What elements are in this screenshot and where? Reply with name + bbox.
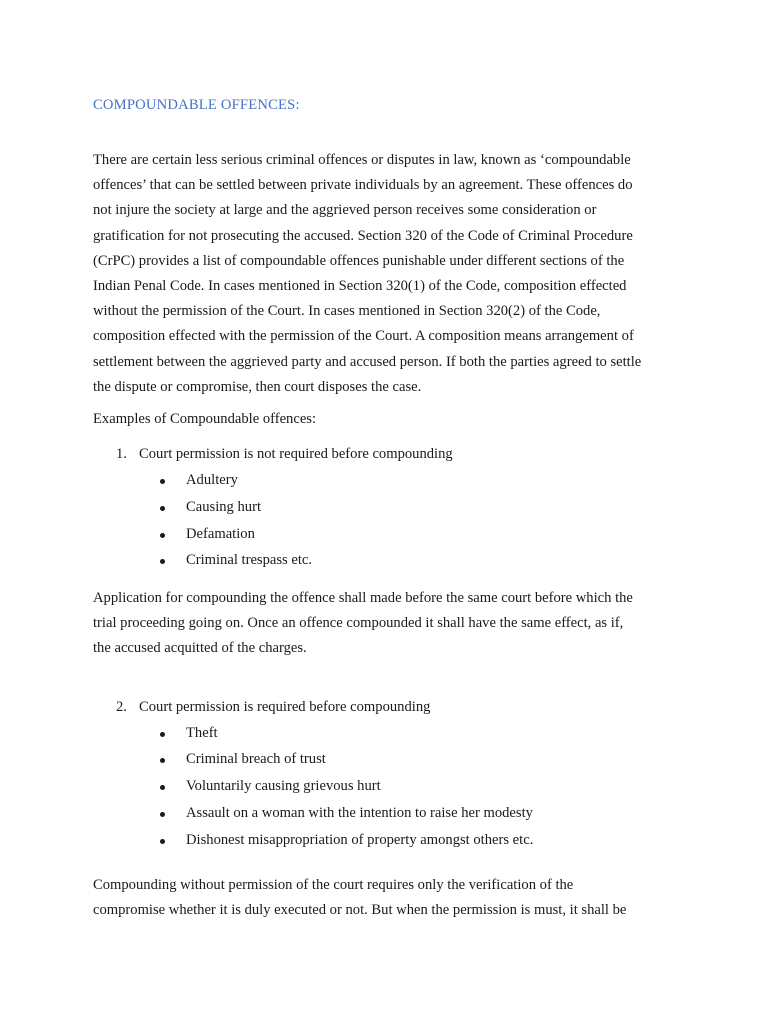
intro-line: (CrPC) provides a list of compoundable offences punishable under different sections of the (93, 252, 625, 269)
examples-label: Examples of Compoundable offences: (93, 411, 317, 427)
bullet-text: Voluntarily causing grievous hurt (186, 778, 381, 794)
intro-line: gratification for not prosecuting the accused. Section 320 of the Code of Criminal Procedure (93, 227, 633, 244)
bullet-icon (160, 479, 165, 484)
intro-line: the dispute or compromise, then court disposes the case. (93, 378, 422, 395)
intro-line: composition effected with the permission of the Court. A composition means arrangement of (93, 328, 634, 345)
intro-line: not injure the society at large and the aggrieved person receives some consideration or (93, 202, 597, 219)
intro-line: There are certain less serious criminal offences or disputes in law, known as ‘compoundable (93, 152, 631, 168)
intro-line: without the permission of the Court. In cases mentioned in Section 320(2) of the Code, (93, 303, 601, 320)
closing-paragraph (93, 873, 683, 923)
intro-line: Indian Penal Code. In cases mentioned in Section 320(1) of the Code, composition effected (93, 278, 627, 295)
section-heading: COMPOUNDABLE OFFENCES: (93, 97, 300, 113)
list-number: 2. (116, 699, 127, 715)
closing-line: compromise whether it is duly executed or not. But when the permission is must, it shall be (93, 902, 627, 919)
application-line: the accused acquitted of the charges. (93, 640, 307, 657)
intro-line: settlement between the aggrieved party and accused person. If both the parties agreed to settle (93, 353, 642, 370)
bullet-icon (160, 839, 165, 844)
application-line: trial proceeding going on. Once an offence compounded it shall have the same effect, as if, (93, 615, 624, 632)
list-number: 1. (116, 446, 127, 462)
application-line: Application for compounding the offence shall made before the same court before which the (93, 590, 633, 606)
list-title: Court permission is not required before compounding (139, 446, 453, 462)
bullet-text: Adultery (186, 472, 238, 488)
bullet-icon (160, 533, 165, 538)
bullet-text: Assault on a woman with the intention to raise her modesty (186, 805, 533, 821)
bullet-icon (160, 785, 165, 790)
bullet-text: Defamation (186, 526, 255, 542)
bullet-icon (160, 559, 165, 564)
closing-line: Compounding without permission of the court requires only the verification of the (93, 877, 574, 893)
list-title: Court permission is required before compounding (139, 699, 431, 715)
bullet-text: Criminal trespass etc. (186, 552, 313, 568)
application-paragraph (93, 586, 683, 662)
intro-line: offences’ that can be settled between private individuals by an agreement. These offences do (93, 177, 633, 194)
bullet-icon (160, 506, 165, 511)
bullet-icon (160, 732, 165, 737)
intro-paragraph (93, 148, 683, 400)
bullet-icon (160, 812, 165, 817)
bullet-text: Criminal breach of trust (186, 751, 326, 767)
bullet-text: Causing hurt (186, 499, 261, 515)
bullet-text: Theft (186, 725, 218, 741)
bullet-text: Dishonest misappropriation of property amongst others etc. (186, 832, 534, 848)
bullet-icon (160, 758, 165, 763)
